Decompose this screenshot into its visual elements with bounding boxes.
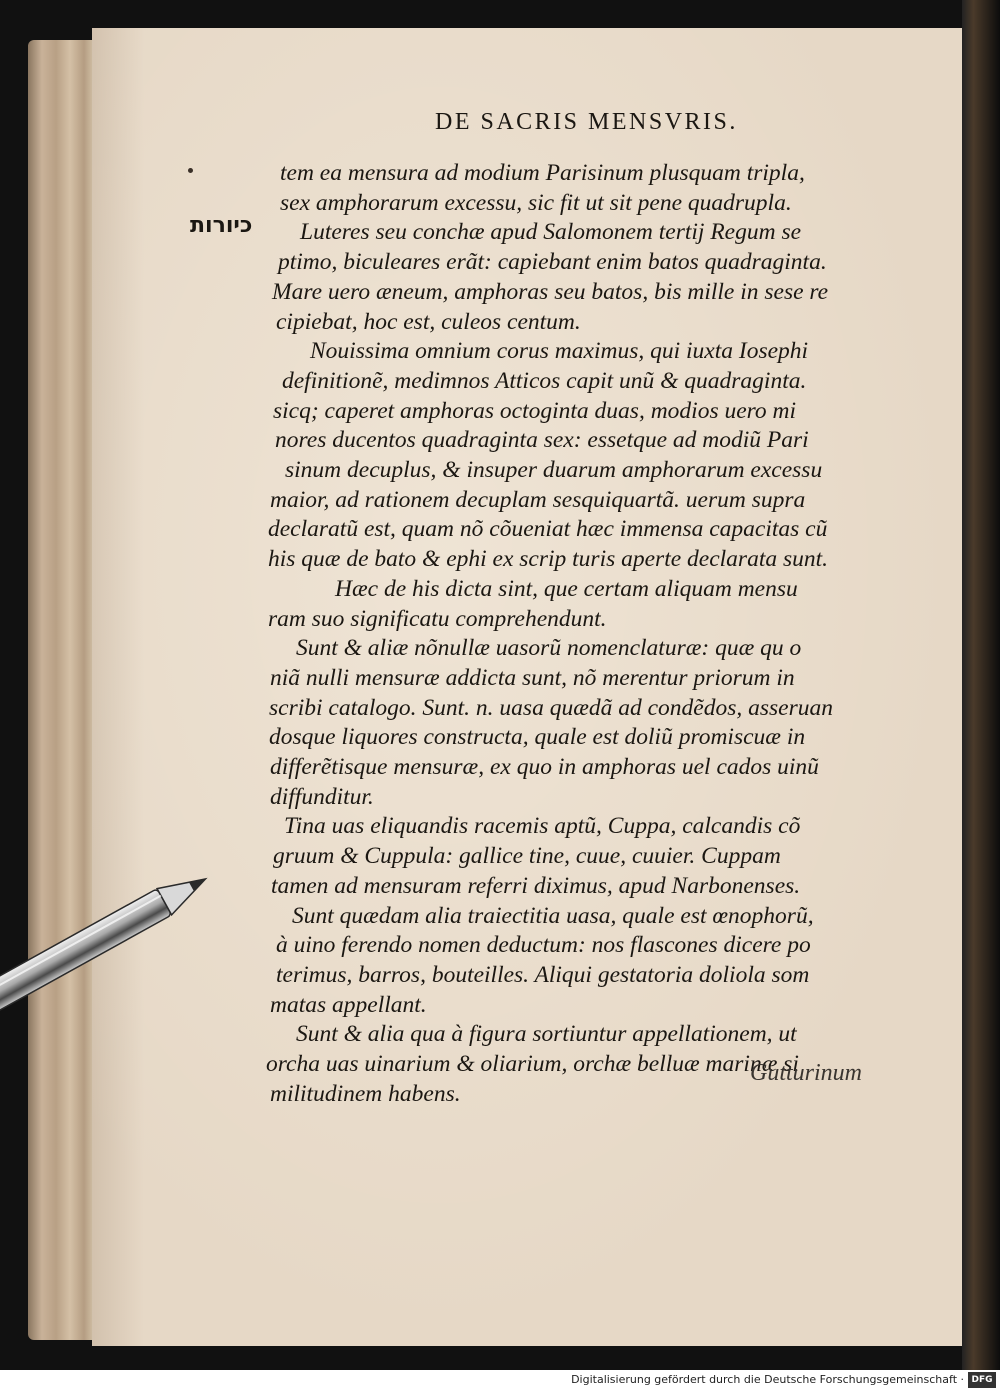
text-line: dosque liquores constructa, quale est doliũ promiscuæ in <box>269 724 806 750</box>
text-line: maior, ad rationem decuplam sesquiquartã. uerum supra <box>270 487 806 513</box>
catchword: Gutturinum <box>750 1060 863 1086</box>
text-line: orcha uas uinarium & oliarium, orchæ belluæ marinæ si <box>266 1051 799 1077</box>
text-line: à uino ferendo nomen deductum: nos flascones dicere po <box>276 932 811 958</box>
text-line: Hæc de his dicta sint, que certam aliquam mensu <box>335 576 798 602</box>
text-line: declaratũ est, quam nõ cõueniat hæc immensa capacitas cũ <box>268 516 828 542</box>
text-line: Mare uero æneum, amphoras seu batos, bis mille in sese re <box>272 279 829 305</box>
margin-dot <box>188 168 193 173</box>
text-line: Sunt & alia qua à figura sortiuntur appellationem, ut <box>296 1021 797 1047</box>
text-line: tem ea mensura ad modium Parisinum plusquam tripla, <box>280 160 805 186</box>
text-line: sex amphorarum excessu, sic fit ut sit pene quadrupla. <box>280 190 792 216</box>
margin-note-hebrew: כיורות <box>190 213 253 238</box>
text-line: matas appellant. <box>270 992 427 1018</box>
text-line: cipiebat, hoc est, culeos centum. <box>276 309 581 335</box>
text-line: differẽtisque mensuræ, ex quo in amphoras uel cados uinũ <box>270 754 819 780</box>
text-line: niã nulli mensuræ addicta sunt, nõ merentur priorum in <box>270 665 795 691</box>
text-line: sinum decuplus, & insuper duarum amphorarum excessu <box>285 457 823 483</box>
text-line: militudinem habens. <box>270 1081 461 1107</box>
text-line: Tina uas eliquandis racemis aptũ, Cuppa, calcandis cõ <box>284 813 801 839</box>
text-line: scribi catalogo. Sunt. n. uasa quædã ad condẽdos, asseruan <box>269 695 833 721</box>
text-line: sicq; caperet amphoras octoginta duas, modios uero mi <box>273 398 797 424</box>
text-line: Nouissima omnium corus maximus, qui iuxta Iosephi <box>310 338 809 364</box>
running-head: DE SACRIS MENSVRIS. <box>435 109 738 135</box>
text-line: gruum & Cuppula: gallice tine, cuue, cuuier. Cuppam <box>273 843 781 869</box>
text-line: his quæ de bato & ephi ex scrip turis aperte declarata sunt. <box>268 546 829 572</box>
footer-bar <box>0 1370 1000 1391</box>
text-line: definitionẽ, medimnos Atticos capit unũ & quadraginta. <box>282 368 807 394</box>
book-gutter <box>962 0 1000 1370</box>
text-line: ram suo significatu comprehendunt. <box>268 606 607 632</box>
text-line: ptimo, biculeares erãt: capiebant enim batos quadraginta. <box>278 249 827 275</box>
text-line: terimus, barros, bouteilles. Aliqui gestatoria doliola som <box>276 962 810 988</box>
dfg-logo: DFG <box>968 1372 996 1388</box>
text-line: nores ducentos quadraginta sex: essetque ad modiũ Pari <box>275 427 809 453</box>
text-line: Sunt & aliæ nõnullæ uasorũ nomenclaturæ: quæ qu o <box>296 635 802 661</box>
page-edges <box>28 40 98 1340</box>
footer-credit: Digitalisierung gefördert durch die Deutsche Forschungsgemeinschaft · <box>571 1373 964 1386</box>
text-line: Sunt quædam alia traiectitia uasa, quale est œnophorũ, <box>292 903 814 929</box>
text-line: Luteres seu conchæ apud Salomonem tertij Regum se <box>300 219 802 245</box>
text-line: tamen ad mensuram referri diximus, apud Narbonenses. <box>271 873 801 899</box>
text-line: diffunditur. <box>270 784 374 810</box>
